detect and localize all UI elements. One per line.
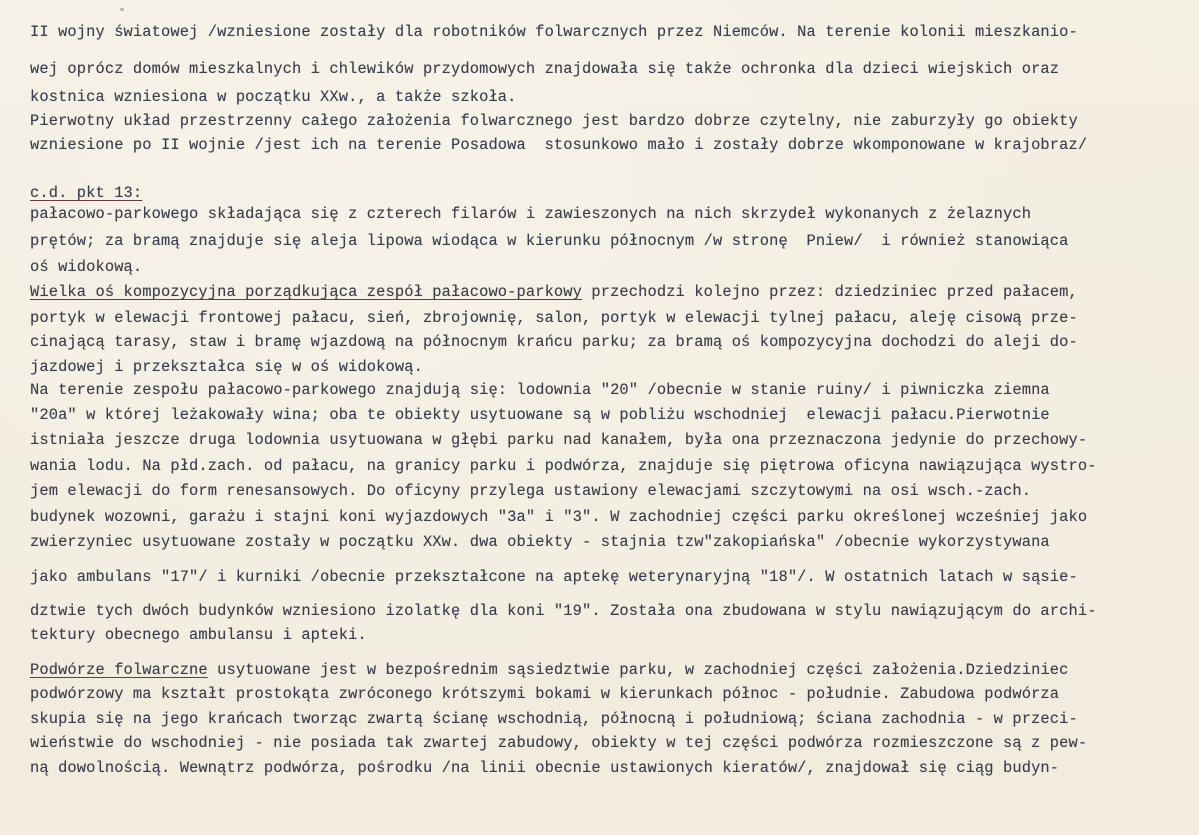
text-line: pałacowo-parkowego składająca się z czterech filarów i zawieszonych na nich skrzydeł wykonanych z żelaznych [30, 205, 1032, 223]
text-line-composite [30, 283, 1078, 301]
text-line: wania lodu. Na płd.zach. od pałacu, na granicy parku i podwórza, znajduje się piętrowa oficyna nawiązująca wystro- [30, 457, 1097, 475]
text-line: oś widokową. [30, 258, 143, 276]
text-line: cinającą tarasy, staw i bramę wjazdową na północnym krańcu parku; za bramą oś kompozycyjna dochodzi do aleji do- [30, 333, 1078, 351]
text-line: "20a" w której leżakowały wina; oba te obiekty usytuowane są w pobliżu wschodniej elewacji pałacu.Pierwotnie [30, 406, 1050, 424]
text-line: portyk w elewacji frontowej pałacu, sień, zbrojownię, salon, portyk w elewacji tylnej pałacu, aleję cisową prze- [30, 309, 1078, 327]
text-line: Na terenie zespołu pałacowo-parkowego znajdują się: lodownia "20" /obecnie w stanie ruiny/ i piwniczka ziemna [30, 381, 1050, 399]
text-line: wej oprócz domów mieszkalnych i chlewików przydomowych znajdowała się także ochronka dla dzieci wiejskich oraz [30, 60, 1060, 78]
text-line: budynek wozowni, garażu i stajni koni wyjazdowych "3a" i "3". W zachodniej części parku określonej wcześniej jako [30, 508, 1088, 526]
text-line: ną dowolnością. Wewnątrz podwórza, pośrodku /na linii obecnie ustawionych kieratów/, znajdował się ciąg budyn- [30, 759, 1060, 777]
text-line: II wojny światowej /wzniesione zostały dla robotników folwarcznych przez Niemców. Na terenie kolonii mieszkanio- [30, 23, 1078, 41]
section-heading: c.d. pkt 13: [30, 184, 143, 202]
text-line: istniała jeszcze druga lodownia usytuowana w głębi parku nad kanałem, była ona przeznaczona jedynie do przechowy- [30, 431, 1088, 449]
underlined-phrase: Wielka oś kompozycyjna porządkująca zespół pałacowo-parkowy [30, 283, 582, 301]
page-speck [120, 8, 124, 11]
text-line-composite [30, 661, 1069, 679]
text-line: skupia się na jego krańcach tworząc zwartą ścianę wschodnią, północną i południową; ściana zachodnia - w przeci- [30, 710, 1078, 728]
text-line: dztwie tych dwóch budynków wzniesiono izolatkę dla koni "19". Została ona zbudowana w stylu nawiązującym do archi- [30, 602, 1097, 620]
text-line-rest: przechodzi kolejno przez: dziedziniec przed pałacem, [582, 283, 1078, 301]
text-line: kostnica wzniesiona w początku XXw., a także szkoła. [30, 88, 517, 106]
text-line: tektury obecnego ambulansu i apteki. [30, 626, 367, 644]
text-line: wieństwie do wschodniej - nie posiada tak zwartej zabudowy, obiekty w tej części podwórza rozmieszczone są z pew- [30, 734, 1088, 752]
underlined-phrase: Podwórze folwarczne [30, 661, 208, 679]
text-line: jako ambulans "17"/ i kurniki /obecnie przekształcone na aptekę weterynaryjną "18"/. W ostatnich latach w sąsie- [30, 568, 1078, 586]
text-line: podwórzowy ma kształt prostokąta zwróconego krótszymi bokami w kierunkach północ - południe. Zabudowa podwórza [30, 685, 1060, 703]
text-line-rest: usytuowane jest w bezpośrednim sąsiedztwie parku, w zachodniej części założenia.Dziedziniec [207, 661, 1069, 679]
text-line: zwierzyniec usytuowane zostały w początku XXw. dwa obiekty - stajnia tzw"zakopiańska" /obecnie wykorzystywana [30, 533, 1050, 551]
text-line: jem elewacji do form renesansowych. Do oficyny przylega ustawiony elewacjami szczytowymi na osi wsch.-zach. [30, 482, 1032, 500]
text-line: wzniesione po II wojnie /jest ich na terenie Posadowa stosunkowo mało i zostały dobrze wkomponowane w krajobraz/ [30, 136, 1088, 154]
text-line: jazdowej i przekształca się w oś widokową. [30, 358, 423, 376]
text-line: prętów; za bramą znajduje się aleja lipowa wiodąca w kierunku północnym /w stronę Pniew/ i również stanowiąca [30, 232, 1069, 250]
text-line: Pierwotny układ przestrzenny całego założenia folwarcznego jest bardzo dobrze czytelny, nie zaburzyły go obiekty [30, 112, 1078, 130]
